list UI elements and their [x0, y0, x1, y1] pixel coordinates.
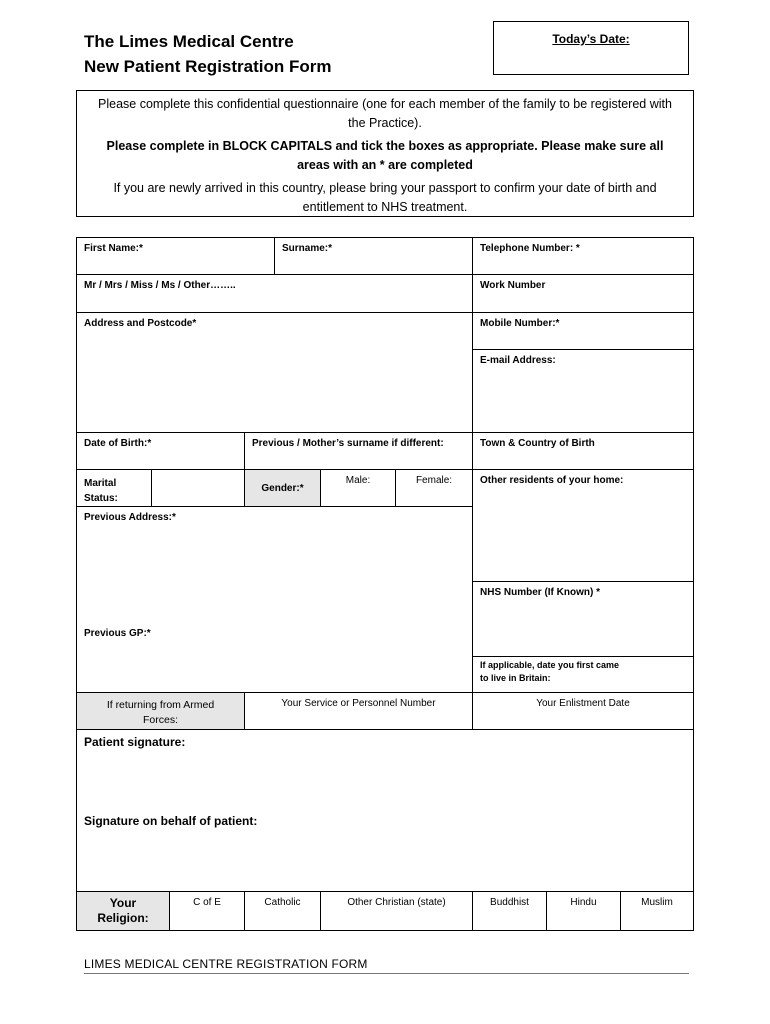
dob-field[interactable] [76, 432, 245, 470]
gender-male-box[interactable] [320, 469, 396, 507]
previous-address-field[interactable] [76, 506, 473, 693]
previous-address-label: Previous Address:* [84, 512, 176, 523]
signature-area[interactable] [76, 729, 694, 892]
clinic-name: The Limes Medical Centre [84, 32, 294, 51]
town-country-birth-field[interactable] [472, 432, 694, 470]
gender-male-label: Male: [345, 475, 371, 486]
first-name-label: First Name:* [84, 243, 143, 254]
telephone-field[interactable] [472, 237, 694, 275]
religion-option-buddhist[interactable] [472, 891, 547, 931]
uk-arrival-label: If applicable, date you first came to live in Britain: [480, 660, 620, 683]
town-country-birth-label: Town & Country of Birth [480, 438, 595, 449]
form-title: New Patient Registration Form [84, 57, 332, 76]
previous-gp-label[interactable]: Previous GP:* [84, 628, 151, 639]
service-number-field[interactable] [244, 692, 473, 730]
intro-line-3: If you are newly arrived in this country, please bring your passport to confirm your date of birth and entitlement to NHS treatment. [113, 181, 657, 214]
marital-status-input[interactable] [151, 469, 245, 507]
religion-option-muslim[interactable] [620, 891, 694, 931]
form-header [84, 29, 331, 79]
religion-option-label: Muslim [641, 897, 673, 908]
gender-label-cell [244, 469, 321, 507]
other-residents-field[interactable] [472, 469, 694, 582]
enlistment-date-field[interactable] [472, 692, 694, 730]
intro-instructions [76, 90, 694, 217]
gender-female-label: Female: [415, 475, 453, 486]
email-field[interactable] [472, 349, 694, 433]
behalf-signature-label: Signature on behalf of patient: [84, 814, 258, 828]
nhs-number-field[interactable] [472, 581, 694, 657]
dob-label: Date of Birth:* [84, 438, 152, 449]
service-number-label: Your Service or Personnel Number [281, 698, 436, 709]
religion-option-label: C of E [193, 897, 221, 908]
surname-label: Surname:* [282, 243, 333, 254]
marital-status-label: Marital Status: [84, 478, 118, 504]
title-field[interactable] [76, 274, 473, 313]
work-number-label: Work Number [480, 280, 546, 291]
religion-option-label: Buddhist [490, 897, 529, 908]
armed-forces-label: If returning from Armed Forces: [106, 699, 215, 726]
address-field[interactable] [76, 312, 473, 433]
todays-date-box[interactable] [493, 21, 689, 75]
armed-forces-label-cell [76, 692, 245, 730]
gender-female-box[interactable] [395, 469, 473, 507]
email-label: E-mail Address: [480, 355, 556, 366]
religion-option-catholic[interactable] [244, 891, 321, 931]
intro-line-2: Please complete in BLOCK CAPITALS and tick the boxes as appropriate. Please make sure all areas with an * are completed [106, 139, 664, 172]
uk-arrival-date-field[interactable] [472, 656, 694, 693]
enlistment-date-label: Your Enlistment Date [536, 698, 630, 709]
previous-surname-field[interactable] [244, 432, 473, 470]
first-name-field[interactable] [76, 237, 275, 275]
religion-label: Your Religion: [97, 896, 149, 925]
religion-option-label: Hindu [570, 897, 597, 908]
intro-line-1: Please complete this confidential questionnaire (one for each member of the family to be registered with the Practice). [98, 97, 672, 130]
marital-status-label-cell [76, 469, 152, 507]
religion-option-other-christian[interactable] [320, 891, 473, 931]
religion-option-hindu[interactable] [546, 891, 621, 931]
nhs-number-label: NHS Number (If Known) * [480, 587, 600, 598]
religion-option-label: Catholic [264, 897, 301, 908]
religion-option-c-of-e[interactable] [169, 891, 245, 931]
telephone-label: Telephone Number: * [480, 243, 580, 254]
religion-label-cell [76, 891, 170, 931]
surname-field[interactable] [274, 237, 473, 275]
address-label: Address and Postcode* [84, 318, 197, 329]
page-footer: LIMES MEDICAL CENTRE REGISTRATION FORM [84, 957, 689, 974]
todays-date-label: Today’s Date: [552, 32, 630, 46]
mobile-label: Mobile Number:* [480, 318, 560, 329]
title-options-label: Mr / Mrs / Miss / Ms / Other…….. [84, 280, 236, 291]
religion-option-label: Other Christian (state) [347, 897, 446, 908]
work-number-field[interactable] [472, 274, 694, 313]
previous-surname-label: Previous / Mother’s surname if different: [252, 438, 444, 449]
mobile-field[interactable] [472, 312, 694, 350]
patient-signature-label: Patient signature: [84, 735, 186, 749]
other-residents-label: Other residents of your home: [480, 475, 624, 486]
gender-label: Gender:* [261, 483, 304, 494]
